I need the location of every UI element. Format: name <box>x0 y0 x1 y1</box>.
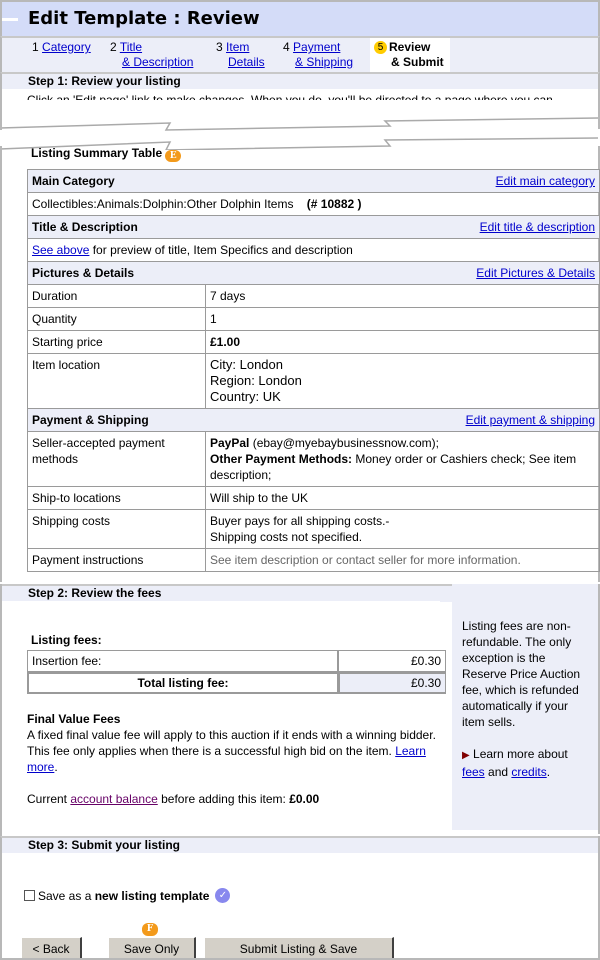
table-row: See above for preview of title, Item Specifics and description <box>28 239 600 262</box>
step-item-link[interactable]: Item <box>226 40 250 54</box>
table-row: Seller-accepted payment methods PayPal (ebay@myebaybusinessnow.com); Other Payment Methods: Money order or Cashiers check; See item description; <box>28 432 600 487</box>
f-badge-icon: F <box>142 923 158 936</box>
table-row <box>28 193 600 216</box>
table-row: Insertion fee: £0.30 <box>27 650 446 672</box>
step-description-link[interactable]: & Description <box>122 55 194 69</box>
step1-heading: Step 1: Review your listing <box>0 72 600 89</box>
table-row: Starting price £1.00 <box>28 331 600 354</box>
table-row: Total listing fee: £0.30 <box>27 672 446 694</box>
see-above-link[interactable]: See above <box>32 243 90 257</box>
listing-summary-table <box>27 169 600 572</box>
torn-edge-separator <box>0 100 600 150</box>
step-review-submit: 5 Review & Submit <box>370 38 450 72</box>
table-row: Ship-to locations Will ship to the UK <box>28 487 600 510</box>
step-category[interactable]: 1 Category <box>32 40 91 54</box>
triangle-bullet-icon: ▶ <box>462 750 470 761</box>
section-pictures-details: Pictures & Details Edit Pictures & Details <box>28 262 600 285</box>
table-row: Duration 7 days <box>28 285 600 308</box>
back-button[interactable]: < Back <box>21 937 82 960</box>
table-row: Payment instructions See item description or contact seller for more information. <box>28 549 600 572</box>
submit-listing-save-button[interactable]: Submit Listing & Save <box>204 937 394 960</box>
section-payment-shipping: Payment & Shipping Edit payment & shipping <box>28 409 600 432</box>
fees-table <box>27 650 446 694</box>
table-row: Quantity 1 <box>28 308 600 331</box>
step-category-link[interactable]: Category <box>42 40 91 54</box>
current-step-badge: 5 <box>374 41 387 54</box>
step-item-details[interactable]: 3 Item Details <box>216 40 265 69</box>
account-balance-link[interactable]: account balance <box>70 792 158 806</box>
step-title-link[interactable]: Title <box>119 40 143 54</box>
table-row: Shipping costs Buyer pays for all shipping costs.- Shipping costs not specified. <box>28 510 600 549</box>
step2-heading: Step 2: Review the fees <box>0 584 600 601</box>
category-path: Collectibles:Animals:Dolphin:Other Dolphin Items <box>32 197 294 211</box>
credits-link[interactable]: credits <box>511 765 547 779</box>
step-payment-shipping[interactable]: 4 Payment & Shipping <box>283 40 354 69</box>
section-main-category: Main Category Edit main category <box>28 170 600 193</box>
edit-pictures-details-link[interactable]: Edit Pictures & Details <box>476 266 595 280</box>
account-balance: Current account balance before adding this item: £0.00 <box>27 792 320 806</box>
e-badge-icon: E <box>165 150 181 162</box>
learn-more-link[interactable]: Learn more <box>27 744 426 774</box>
edit-payment-shipping-link[interactable]: Edit payment & shipping <box>465 413 595 427</box>
section-title-description: Title & Description Edit title & description <box>28 216 600 239</box>
title-bar <box>0 0 600 36</box>
table-row: Item location City: London Region: London Country: UK <box>28 354 600 409</box>
step-details-link[interactable]: Details <box>228 55 265 69</box>
final-value-fees-heading: Final Value Fees <box>27 712 121 726</box>
listing-fees-heading: Listing fees: <box>31 633 102 647</box>
tag-help-icon[interactable]: ✓ <box>215 888 230 903</box>
edit-title-description-link[interactable]: Edit title & description <box>479 220 595 234</box>
step-payment-link[interactable]: Payment <box>293 40 341 54</box>
step3-heading: Step 3: Submit your listing <box>0 836 600 853</box>
listing-summary-title: Listing Summary Table E <box>31 146 181 162</box>
save-template-checkbox[interactable] <box>24 890 35 901</box>
edit-main-category-link[interactable]: Edit main category <box>495 174 595 188</box>
fees-info-panel: Listing fees are non-refundable. The only exception is the Reserve Price Auction fee, which is refunded automatically if your item sells. ▶ Learn more about fees and credits. <box>452 602 598 830</box>
save-only-button[interactable]: Save Only <box>108 937 196 960</box>
fees-link[interactable]: fees <box>462 765 485 779</box>
collapse-dash-icon <box>2 18 18 21</box>
step-shipping-link[interactable]: & Shipping <box>295 55 354 69</box>
category-number: (# 10882 ) <box>306 197 362 211</box>
step-title-description[interactable]: 2 Title & Description <box>110 40 194 69</box>
page-title: Edit Template : Review <box>28 8 260 29</box>
final-value-fees-text: A fixed final value fee will apply to this auction if it ends with a winning bidder. This fee only applies when there is a successful high bid on the item. Learn more. <box>27 728 436 774</box>
save-template-option[interactable]: Save as a new listing template ✓ <box>24 888 230 903</box>
step-navigation <box>0 36 600 72</box>
